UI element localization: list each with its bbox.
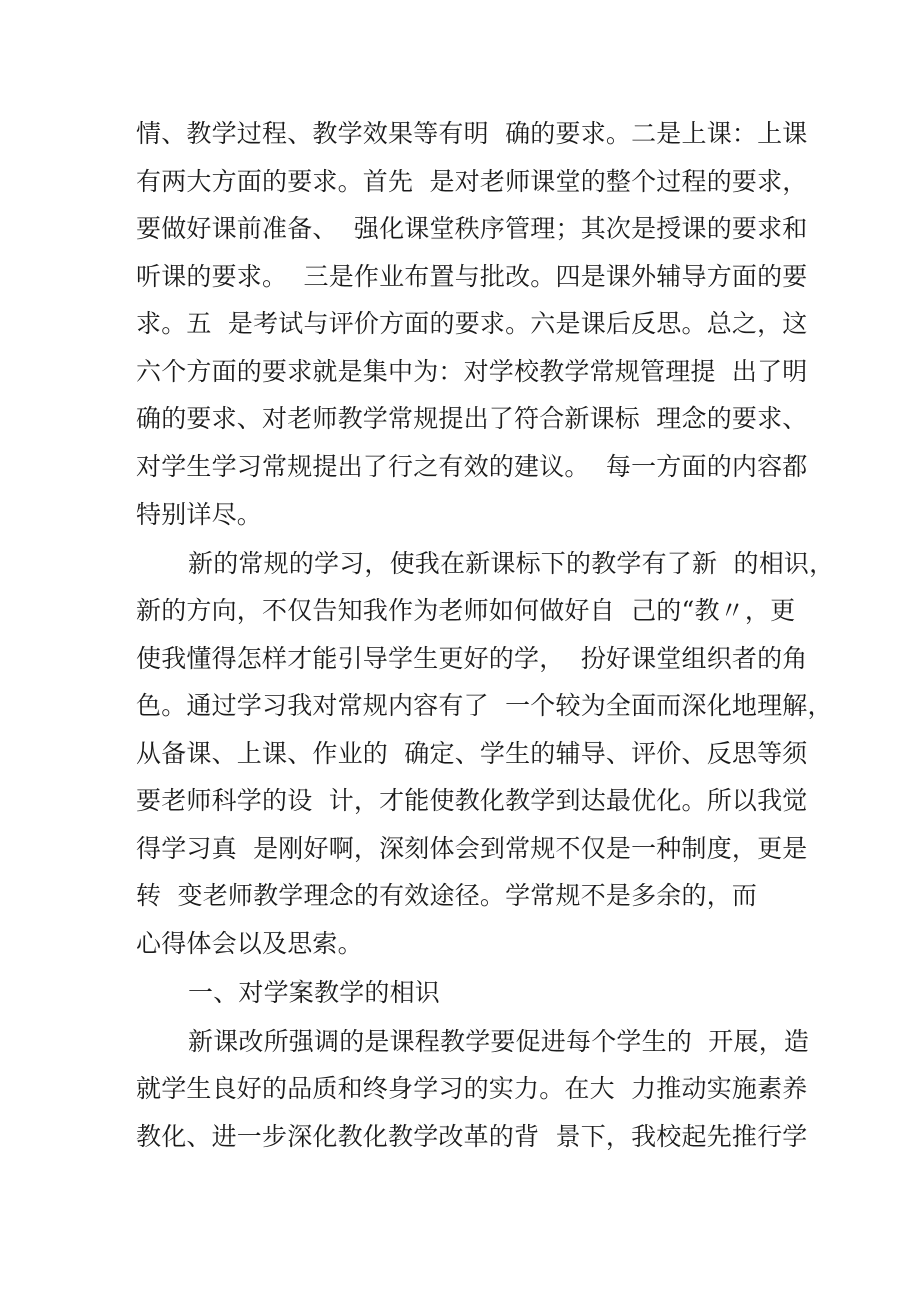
text-line: 听课的要求。 三是作业布置与批改。四是课外辅导方面的要 (136, 262, 808, 291)
text-line: 教化、进一步深化教化教学改革的背 景下，我校起先推行学 (136, 1122, 808, 1151)
text-line: 使我懂得怎样才能引导学生更好的学， 扮好课堂组织者的角 (136, 644, 808, 673)
text-line: 情、教学过程、教学效果等有明 确的要求。二是上课：上课 (136, 119, 808, 148)
section-heading: 一、对学案教学的相识 (188, 978, 441, 1007)
text-line: 就学生良好的品质和终身学习的实力。在大 力推动实施素养 (136, 1074, 808, 1103)
text-line: 从备课、上课、作业的 确定、学生的辅导、评价、反思等须 (136, 739, 808, 768)
text-line: 特别详尽。 (136, 500, 263, 529)
text-line: 六个方面的要求就是集中为：对学校教学常规管理提 出了明 (136, 357, 808, 386)
text-line: 新的方向，不仅告知我作为老师如何做好自 己的“教〃，更 (136, 596, 796, 625)
text-line: 新课改所强调的是课程教学要促进每个学生的 开展，造 (188, 1027, 810, 1056)
text-line: 色。通过学习我对常规内容有了 一个较为全面而深化地理解， (136, 691, 833, 720)
text-line: 确的要求、对老师教学常规提出了符合新课标 理念的要求、 (136, 404, 808, 433)
text-line: 心得体会以及思索。 (136, 929, 363, 958)
text-line: 对学生学习常规提出了行之有效的建议。 每一方面的内容都 (136, 452, 808, 481)
text-line: 得学习真 是刚好啊，深刻体会到常规不仅是一种制度，更是 (136, 834, 808, 863)
text-line: 转 变老师教学理念的有效途径。学常规不是多余的，而 (136, 881, 758, 910)
text-line: 要做好课前准备、 强化课堂秩序管理；其次是授课的要求和 (136, 214, 808, 243)
text-line: 求。五 是考试与评价方面的要求。六是课后反思。总之，这 (136, 309, 808, 338)
text-line: 要老师科学的设 计，才能使教化教学到达最优化。所以我觉 (136, 786, 808, 815)
text-line: 新的常规的学习，使我在新课标下的教学有了新 的相识， (188, 549, 835, 578)
text-line: 有两大方面的要求。首先 是对老师课堂的整个过程的要求， (136, 167, 808, 196)
